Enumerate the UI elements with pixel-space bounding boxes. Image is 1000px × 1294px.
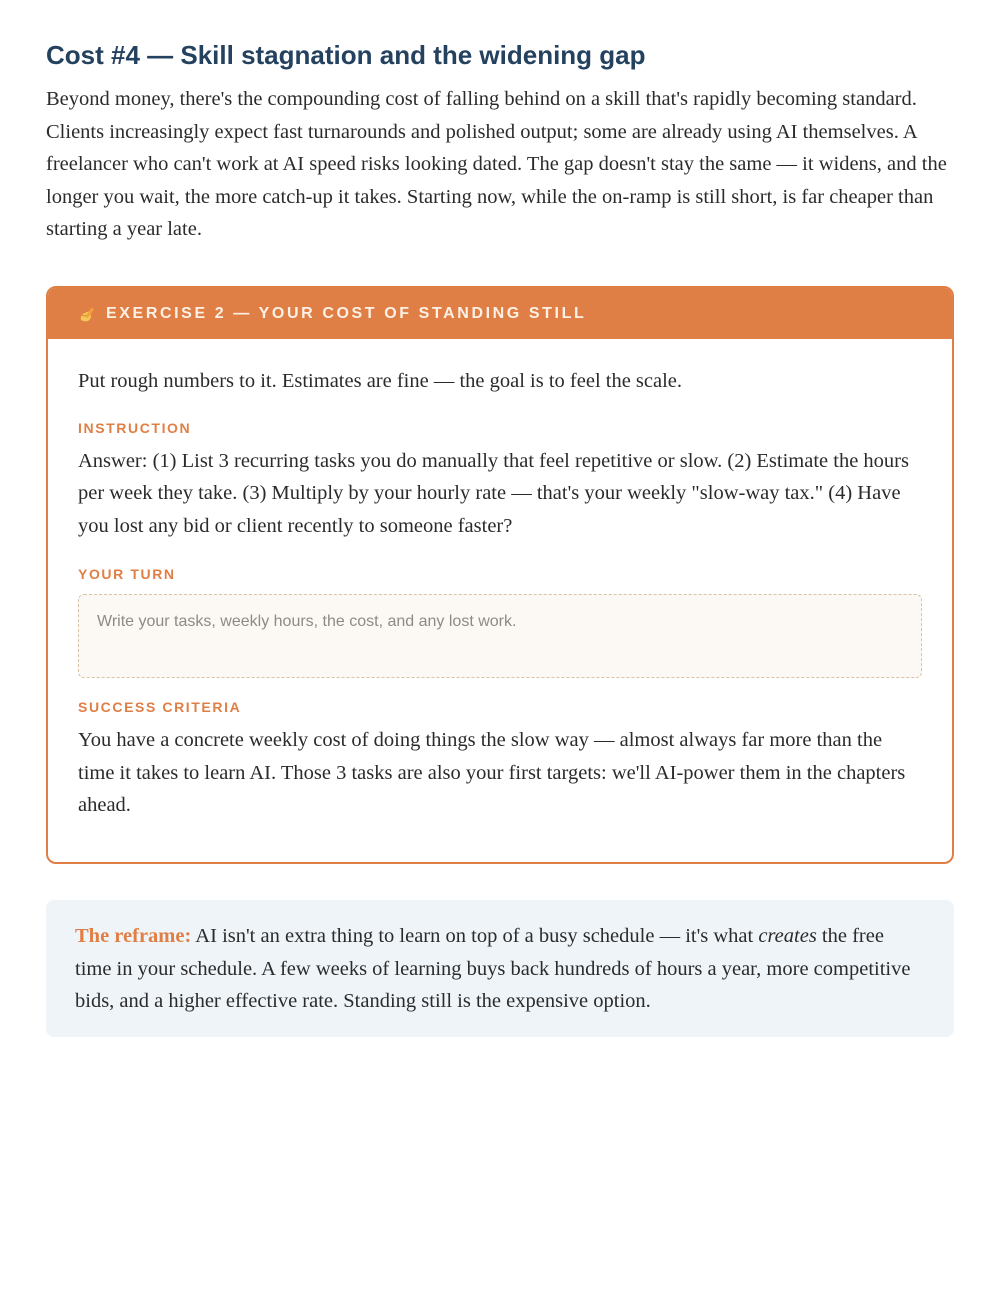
exercise-intro: Put rough numbers to it. Estimates are fine — the goal is to feel the scale. — [78, 370, 683, 392]
instruction-label: INSTRUCTION — [78, 419, 192, 436]
reframe-text-after: the free time in your schedule. A few weeks of learning buys back hundreds of hours a year, more competitive bids, and a higher effective rate. Standing still is the expensive option. — [75, 925, 911, 1012]
section-paragraph: Beyond money, there's the compounding cost of falling behind on a skill that's rapidly becoming standard. Clients increasingly expect fast turnarounds and polished output; some are already using AI themselves. A freelancer who can't work at AI speed risks looking dated. The gap doesn't stay the same — it widens, and the longer you wait, the more catch-up it takes. Starting now, while the on-ramp is still short, is far cheaper than starting a year late. — [46, 88, 947, 241]
success-criteria-text: You have a concrete weekly cost of doing things the slow way — almost always far more than the time it takes to learn AI. Those 3 tasks are also your first targets: we'll AI-power them in the chapters ahead. — [78, 729, 906, 816]
exercise-title: EXERCISE 2 — YOUR COST OF STANDING STILL — [106, 304, 587, 322]
your-turn-label: YOUR TURN — [78, 566, 176, 582]
reframe-emphasis: creates — [758, 925, 817, 947]
page-content — [46, 40, 954, 1012]
exercise-body — [48, 339, 952, 822]
reframe-callout — [46, 900, 954, 1037]
exercise-card — [46, 286, 954, 864]
answer-input[interactable]: Write your tasks, weekly hours, the cost, and any lost work. — [78, 594, 922, 678]
reframe-lead: The reframe: — [75, 925, 192, 947]
section-title: Cost #4 — Skill stagnation and the widening gap — [46, 40, 646, 70]
success-criteria-label: SUCCESS CRITERIA — [78, 699, 242, 715]
reframe-text-before: AI isn't an extra thing to learn on top of a busy schedule — it's what — [191, 925, 759, 947]
writing-hand-icon — [78, 306, 96, 324]
instruction-text: Answer: (1) List 3 recurring tasks you do manually that feel repetitive or slow. (2) Estimate the hours per week they take. (3) Multiply by your hourly rate — that's your weekly "slow-way tax." (4) Have you lost any bid or client recently to someone faster? — [78, 449, 909, 537]
reframe-text — [75, 920, 924, 1018]
exercise-header — [48, 288, 952, 339]
